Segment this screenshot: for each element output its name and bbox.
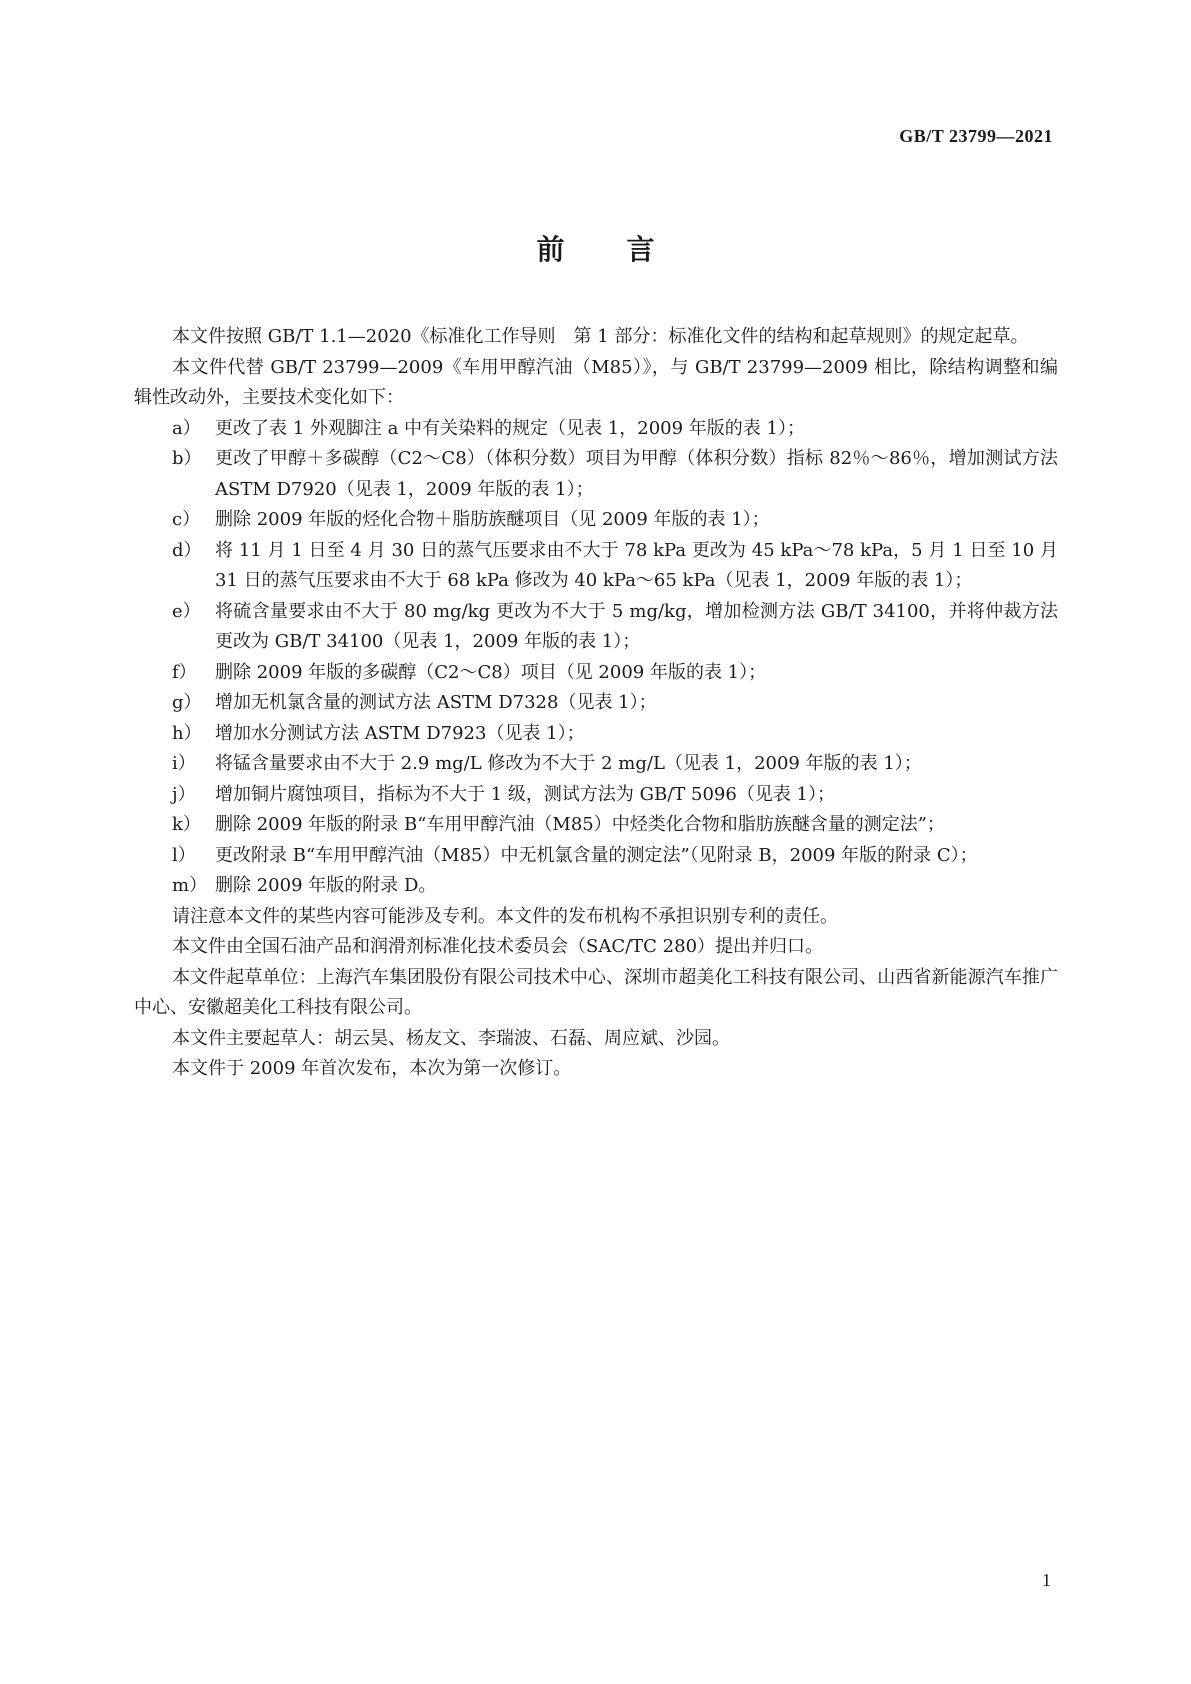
list-item-text: 删除 2009 年版的烃化合物＋脂肪族醚项目（见 2009 年版的表 1）； — [215, 509, 770, 530]
paragraph-proposer: 本文件由全国石油产品和润滑剂标准化技术委员会（SAC/TC 280）提出并归口。 — [172, 936, 824, 957]
paragraph-replacement-note: 本文件代替 GB/T 23799—2009《车用甲醇汽油（M85）》，与 GB/T 23799—2009 相比，除结构调整和编辑性改动外，主要技术变化如下： — [134, 356, 1058, 408]
list-item-text: 增加水分测试方法 ASTM D7923（见表 1）； — [215, 722, 585, 744]
list-item-text: 删除 2009 年版的附录 D。 — [215, 875, 437, 896]
page-number: 1 — [1042, 1570, 1051, 1590]
list-item — [134, 597, 1058, 658]
paragraph-publication-history: 本文件于 2009 年首次发布，本次为第一次修订。 — [172, 1058, 572, 1079]
list-item-text: 更改了表 1 外观脚注 a 中有关染料的规定（见表 1，2009 年版的表 1）； — [215, 417, 805, 439]
list-item-text: 更改附录 B“车用甲醇汽油（M85）中无机氯含量的测定法”（见附录 B，2009 年版的附录 C）； — [215, 844, 978, 866]
list-item-text: 更改了甲醇＋多碳醇（C2～C8）（体积分数）项目为甲醇（体积分数）指标 82％～86％，增加测试方法 ASTM D7920（见表 1，2009 年版的表 1）； — [215, 448, 1058, 500]
list-item-text: 将锰含量要求由不大于 2.9 mg/L 修改为不大于 2 mg/L（见表 1，2009 年版的表 1）； — [215, 753, 922, 774]
list-item — [134, 658, 1058, 689]
list-item-text: 将 11 月 1 日至 4 月 30 日的蒸气压要求由不大于 78 kPa 更改为 45 kPa～78 kPa，5 月 1 日至 10 月 31 日的蒸气压要求由不大于 68 kPa 修改为 40 kPa～65 kPa（见表 1，2009 年版的表 1）； — [215, 539, 1058, 591]
list-item — [134, 871, 1058, 902]
list-item — [134, 414, 1058, 445]
document-number: GB/T 23799—2021 — [899, 126, 1053, 146]
list-marker: m） — [172, 875, 208, 896]
foreword-body — [134, 322, 1058, 1085]
list-marker: d） — [172, 539, 202, 561]
list-marker: h） — [172, 722, 202, 744]
list-item-text: 删除 2009 年版的多碳醇（C2～C8）项目（见 2009 年版的表 1）； — [215, 661, 767, 683]
list-item-text: 增加铜片腐蚀项目，指标为不大于 1 级，测试方法为 GB/T 5096（见表 1）； — [215, 783, 835, 805]
list-item — [134, 688, 1058, 719]
page-title: 前言 — [536, 233, 717, 266]
paragraph-patent-notice: 请注意本文件的某些内容可能涉及专利。本文件的发布机构不承担识别专利的责任。 — [172, 905, 838, 927]
technical-changes-list — [134, 414, 1058, 902]
list-item — [134, 719, 1058, 750]
list-item — [134, 749, 1058, 780]
list-marker: f） — [172, 661, 197, 683]
list-marker: j） — [172, 783, 196, 805]
paragraph-drafting-basis: 本文件按照 GB/T 1.1—2020《标准化工作导则 第 1 部分：标准化文件的结构和起草规则》的规定起草。 — [172, 326, 1029, 347]
list-marker: c） — [172, 509, 201, 530]
list-marker: b） — [172, 448, 202, 469]
list-marker: a） — [172, 417, 201, 439]
list-item — [134, 841, 1058, 872]
list-marker: g） — [172, 692, 202, 713]
list-item — [134, 536, 1058, 597]
list-item — [134, 444, 1058, 505]
paragraph-drafters: 本文件主要起草人：胡云昊、杨友文、李瑞波、石磊、周应斌、沙园。 — [172, 1027, 730, 1049]
list-marker: i） — [172, 753, 196, 774]
paragraph-drafting-units: 本文件起草单位：上海汽车集团股份有限公司技术中心、深圳市超美化工科技有限公司、山西省新能源汽车推广中心、安徽超美化工科技有限公司。 — [134, 966, 1058, 1018]
list-item-text: 增加无机氯含量的测试方法 ASTM D7328（见表 1）； — [215, 692, 657, 713]
list-item — [134, 780, 1058, 811]
list-marker: k） — [172, 814, 201, 835]
list-marker: l） — [172, 844, 196, 866]
list-item — [134, 505, 1058, 536]
list-item-text: 删除 2009 年版的附录 B“车用甲醇汽油（M85）中烃类化合物和脂肪族醚含量的测定法”； — [215, 814, 945, 835]
list-item — [134, 810, 1058, 841]
list-item-text: 将硫含量要求由不大于 80 mg/kg 更改为不大于 5 mg/kg，增加检测方法 GB/T 34100，并将仲裁方法更改为 GB/T 34100（见表 1，2009 年版的表 1）； — [215, 600, 1058, 652]
list-marker: e） — [172, 600, 201, 622]
